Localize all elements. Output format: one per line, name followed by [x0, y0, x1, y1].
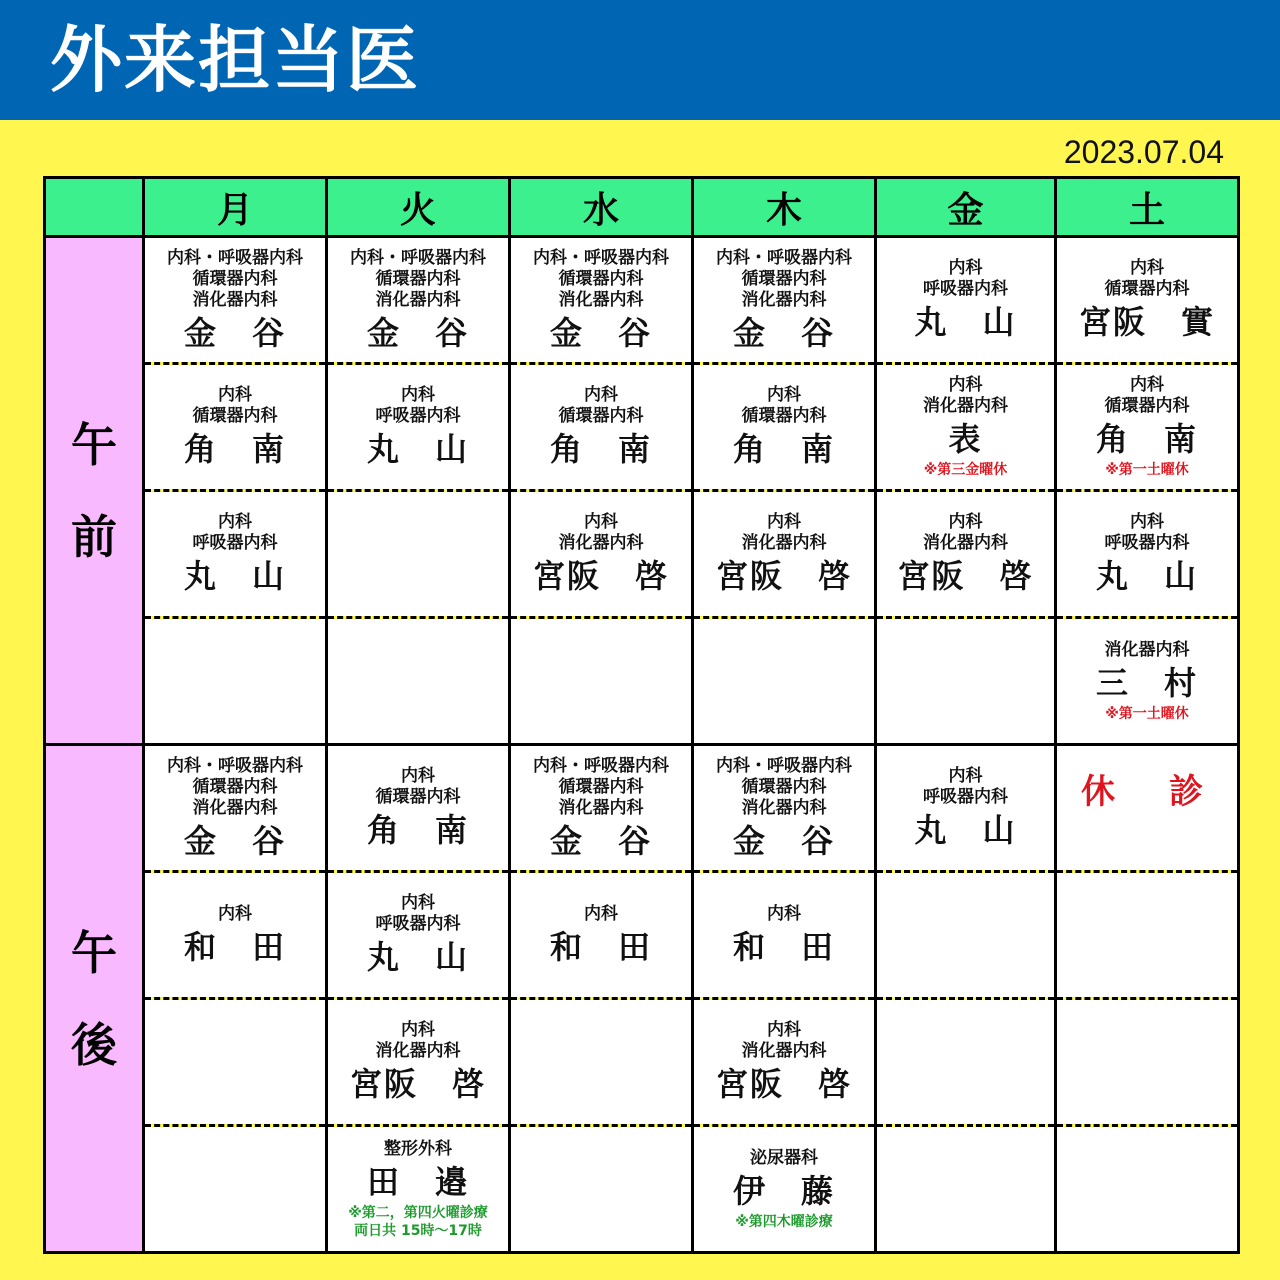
- slot-cell: [876, 745, 1056, 872]
- slot-cell: [144, 618, 327, 745]
- doctor-name: 金 谷: [549, 313, 652, 352]
- slot-cell: [876, 872, 1056, 999]
- doctor-name: 三 村: [1095, 663, 1198, 702]
- schedule-row: [45, 745, 1239, 872]
- department-label: 内科・呼吸器内科 循環器内科 消化器内科: [716, 755, 852, 818]
- department-label: 内科 呼吸器内科: [923, 258, 1008, 299]
- day-header-1: 火: [327, 178, 510, 237]
- slot-cell: [876, 491, 1056, 618]
- doctor-name: 宮阪 啓: [532, 557, 669, 595]
- doctor-name: 金 谷: [732, 821, 835, 860]
- slot-cell: [1056, 364, 1239, 491]
- day-header-2: 水: [510, 178, 693, 237]
- doctor-name: 宮阪 啓: [715, 1065, 852, 1103]
- doctor-name: 角 南: [1095, 420, 1198, 458]
- department-label: 内科 消化器内科: [923, 375, 1008, 416]
- doctor-name: 伊 藤: [732, 1171, 835, 1210]
- schedule-table: [43, 176, 1240, 1254]
- department-label: 内科: [767, 903, 801, 924]
- department-label: 内科: [584, 903, 618, 924]
- slot-cell: [327, 491, 510, 618]
- header-bar: [0, 0, 1280, 120]
- slot-cell: [1056, 237, 1239, 364]
- department-label: 内科・呼吸器内科 循環器内科 消化器内科: [533, 755, 669, 818]
- doctor-name: 金 谷: [549, 821, 652, 860]
- day-header-row: [45, 178, 1239, 237]
- slot-cell: [1056, 1126, 1239, 1253]
- slot-cell: [144, 364, 327, 491]
- department-label: 内科 消化器内科: [741, 1020, 827, 1061]
- department-label: 内科 循環器内科: [192, 385, 278, 426]
- slot-cell: [1056, 618, 1239, 745]
- doctor-name: 宮阪 啓: [897, 557, 1034, 595]
- doctor-name: 角 南: [732, 430, 835, 468]
- doctor-name: 田 邉: [366, 1162, 469, 1201]
- doctor-name: 角 南: [183, 430, 286, 468]
- day-header-0: 月: [144, 178, 327, 237]
- schedule-note: ※第四木曜診療: [735, 1213, 833, 1230]
- slot-cell: [510, 618, 693, 745]
- department-label: 内科 消化器内科: [923, 512, 1008, 553]
- update-date: 2023.07.04: [1063, 134, 1224, 170]
- doctor-name: 丸 山: [183, 557, 286, 595]
- slot-cell: [327, 618, 510, 745]
- doctor-name: 宮阪 啓: [715, 557, 852, 595]
- department-label: 内科 呼吸器内科: [192, 512, 278, 553]
- slot-cell: [144, 1126, 327, 1253]
- doctor-name: 丸 山: [914, 811, 1017, 849]
- schedule-row: [45, 364, 1239, 491]
- slot-cell: [144, 999, 327, 1126]
- slot-cell: [876, 1126, 1056, 1253]
- schedule-row: [45, 237, 1239, 364]
- slot-cell: [1056, 872, 1239, 999]
- slot-cell: [693, 1126, 876, 1253]
- slot-cell: [327, 872, 510, 999]
- slot-cell: [144, 745, 327, 872]
- doctor-name: 金 谷: [366, 313, 469, 352]
- slot-cell: [1056, 745, 1239, 872]
- slot-cell: [327, 1126, 510, 1253]
- schedule-note: ※第一土曜休: [1105, 705, 1189, 722]
- doctor-name: 角 南: [549, 430, 652, 468]
- slot-cell: [510, 872, 693, 999]
- schedule-note: ※第三金曜休: [923, 462, 1008, 478]
- slot-cell: [693, 364, 876, 491]
- department-label: 内科・呼吸器内科 循環器内科 消化器内科: [533, 247, 669, 310]
- doctor-name: 和 田: [549, 927, 652, 966]
- day-header-4: 金: [876, 178, 1056, 237]
- doctor-name: 宮阪 啓: [349, 1065, 486, 1103]
- slot-cell: [876, 364, 1056, 491]
- slot-cell: [876, 237, 1056, 364]
- doctor-name: 表: [948, 420, 983, 458]
- department-label: 内科・呼吸器内科 循環器内科 消化器内科: [350, 247, 486, 310]
- slot-cell: [876, 618, 1056, 745]
- doctor-name: 金 谷: [732, 313, 835, 352]
- department-label: 整形外科: [384, 1138, 452, 1159]
- day-header-3: 木: [693, 178, 876, 237]
- department-label: 内科 循環器内科: [741, 385, 827, 426]
- slot-cell: [510, 237, 693, 364]
- department-label: 内科・呼吸器内科 循環器内科 消化器内科: [167, 755, 303, 818]
- day-header-5: 土: [1056, 178, 1239, 237]
- slot-cell: [693, 618, 876, 745]
- doctor-name: 金 谷: [183, 313, 286, 352]
- slot-cell: [510, 999, 693, 1126]
- department-label: 泌尿器科: [750, 1147, 818, 1168]
- department-label: 内科・呼吸器内科 循環器内科 消化器内科: [167, 247, 303, 310]
- slot-cell: [693, 999, 876, 1126]
- department-label: 内科 消化器内科: [558, 512, 644, 553]
- department-label: 内科 消化器内科: [375, 1020, 461, 1061]
- slot-cell: [144, 872, 327, 999]
- slot-cell: [510, 745, 693, 872]
- schedule-row: [45, 872, 1239, 999]
- schedule-row: [45, 999, 1239, 1126]
- department-label: 内科 循環器内科: [1104, 258, 1190, 299]
- schedule-row: [45, 618, 1239, 745]
- slot-cell: [327, 364, 510, 491]
- department-label: 消化器内科: [1104, 639, 1190, 660]
- doctor-name: 和 田: [183, 927, 286, 966]
- slot-cell: [144, 237, 327, 364]
- doctor-name: 角 南: [366, 811, 469, 849]
- department-label: 内科・呼吸器内科 循環器内科 消化器内科: [716, 247, 852, 310]
- slot-cell: [693, 491, 876, 618]
- closed-label: 休 診: [1081, 771, 1213, 812]
- slot-cell: [510, 1126, 693, 1253]
- schedule-row: [45, 1126, 1239, 1253]
- schedule-note: ※第二，第四火曜診療 両日共 15時～17時: [348, 1204, 488, 1239]
- schedule-row: [45, 491, 1239, 618]
- doctor-name: 丸 山: [366, 938, 469, 976]
- slot-cell: [693, 237, 876, 364]
- department-label: 内科 呼吸器内科: [923, 766, 1008, 807]
- slot-cell: [693, 872, 876, 999]
- department-label: 内科 循環器内科: [1104, 375, 1190, 416]
- slot-cell: [510, 491, 693, 618]
- doctor-name: 丸 山: [1095, 557, 1198, 595]
- slot-cell: [693, 745, 876, 872]
- slot-cell: [327, 237, 510, 364]
- doctor-name: 丸 山: [914, 303, 1017, 341]
- schedule-note: ※第一土曜休: [1105, 462, 1189, 478]
- slot-cell: [510, 364, 693, 491]
- slot-cell: [1056, 491, 1239, 618]
- slot-cell: [327, 999, 510, 1126]
- doctor-name: 宮阪 實: [1078, 303, 1215, 341]
- page-title: 外来担当医: [50, 18, 421, 102]
- department-label: 内科: [218, 903, 252, 924]
- slot-cell: [876, 999, 1056, 1126]
- department-label: 内科 消化器内科: [741, 512, 827, 553]
- slot-cell: [1056, 999, 1239, 1126]
- corner-cell: [45, 178, 144, 237]
- department-label: 内科 循環器内科: [558, 385, 644, 426]
- period-afternoon: 午 後: [45, 745, 144, 1253]
- slot-cell: [327, 745, 510, 872]
- department-label: 内科 呼吸器内科: [375, 893, 461, 934]
- doctor-name: 金 谷: [183, 821, 286, 860]
- department-label: 内科 呼吸器内科: [375, 385, 461, 426]
- doctor-name: 和 田: [732, 927, 835, 966]
- slot-cell: [144, 491, 327, 618]
- department-label: 内科 循環器内科: [375, 766, 461, 807]
- period-morning: 午 前: [45, 237, 144, 745]
- doctor-name: 丸 山: [366, 430, 469, 468]
- department-label: 内科 呼吸器内科: [1104, 512, 1190, 553]
